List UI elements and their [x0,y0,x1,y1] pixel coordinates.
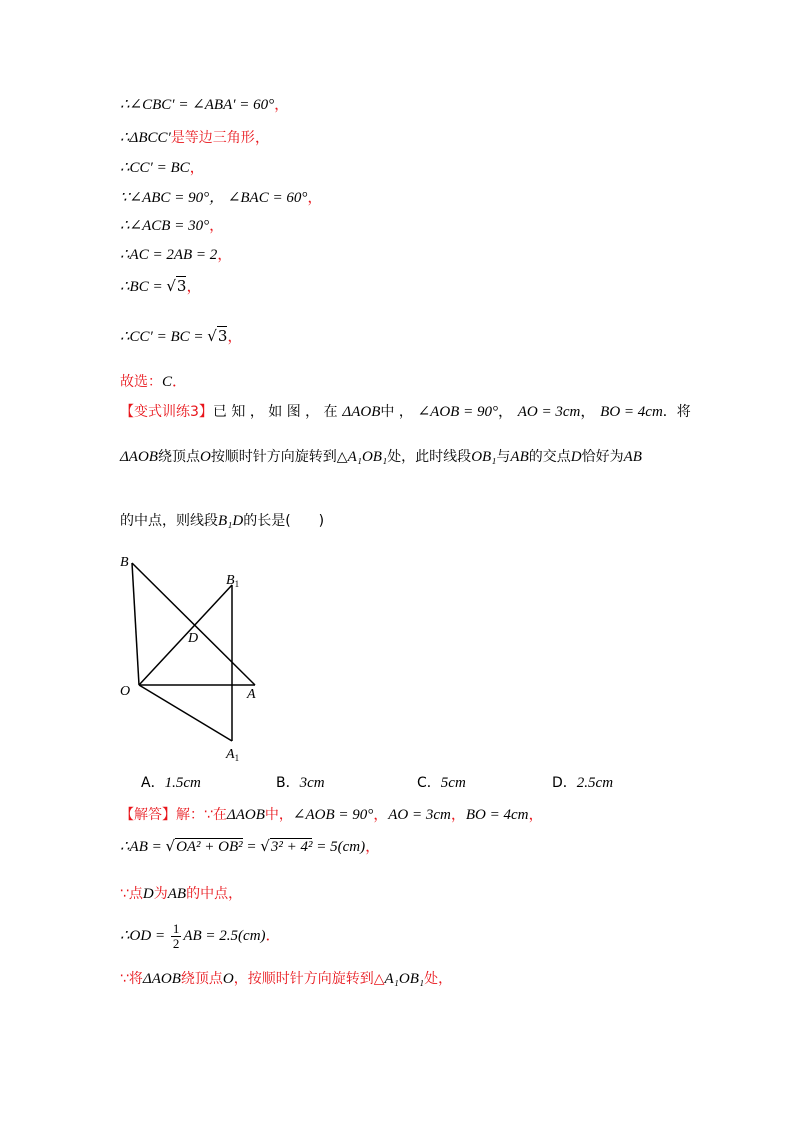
segment-ob1 [139,585,232,685]
line-angle-acb: ∴∠ACB = 30°， [120,216,225,234]
line-cc-bc: ∴CC′ = BC， [120,158,205,176]
problem-line-1: 【变式训练3】已 知 ， 如 图 ， 在 ΔAOB中 ， ∠AOB = 90°， AO = 3cm， BO = 4cm．将 [120,402,691,420]
line-bc-sqrt3: ∴BC = √3， [120,277,202,295]
solution-line-3: ∵点D为AB的中点， [120,886,243,902]
solution-tag: 【解答】 [120,807,176,823]
fraction-one-half: $\frac{1}{2}$ [172,920,180,951]
label-b: B [120,555,129,570]
line-angles-given: ∵∠ABC = 90°， ∠BAC = 60°， [120,188,323,206]
problem-line-3: 的中点，则线段B₁D的长是( ) [120,513,325,529]
segment-oa1 [139,685,232,741]
solution-line-1: 【解答】解：∵在ΔAOB中，∠AOB = 90°，AO = 3cm，BO = 4cm， [120,805,544,823]
solution-line-4: ∴OD = $\frac{1}{2}$ AB = 2.5(cm)． [120,920,281,951]
problem-line-2: ΔAOB绕顶点O按顺时针方向旋转到△A₁OB₁处，此时线段OB₁与AB的交点D恰好为AB [120,449,642,465]
problem-tag: 【变式训练3】 [120,404,213,420]
line-ac: ∴AC = 2AB = 2， [120,245,233,263]
option-c: C．5cm [417,775,466,791]
line-equilateral: ∴ΔBCC′是等边三角形， [120,128,270,146]
label-a1: $A_1$ [226,747,240,763]
label-b1: $B_1$ [226,573,240,589]
segment-bo [132,563,139,685]
solution-line-5: ∵将ΔAOB绕顶点O，按顺时针方向旋转到△A₁OB₁处， [120,971,453,987]
solution-line-2: ∴AB = √OA² + OB² = √3² + 4² = 5(cm)， [120,837,381,855]
math-expr: ∴∠CBC′ = ∠ABA′ = 60° [120,97,275,113]
geometry-figure [112,548,282,763]
option-b: B．3cm [276,775,325,791]
option-d: D．2.5cm [552,775,614,791]
answer-line: 故选：C． [120,372,188,390]
option-a: A．1.5cm [141,775,201,791]
label-a: A [247,687,256,702]
line-cc-sqrt3: ∴CC′ = BC = √3， [120,327,243,345]
label-d: D [188,631,199,646]
line-angle-cbc: ∴∠CBC′ = ∠ABA′ = 60°， [120,95,290,113]
label-o: O [120,684,131,699]
